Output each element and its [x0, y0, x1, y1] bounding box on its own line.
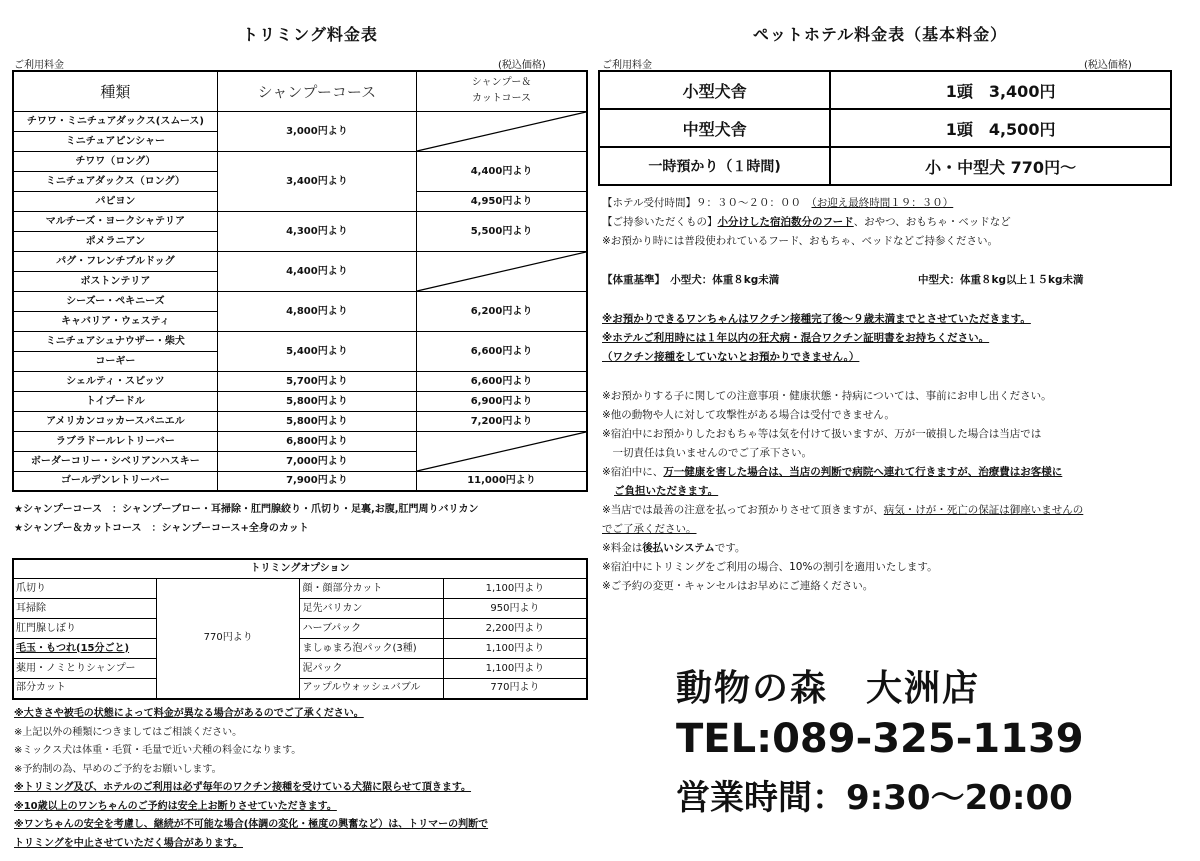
cut-price: 4,950円より [417, 191, 587, 211]
breed-cell: チワワ（ロング） [13, 151, 217, 171]
options-title: トリミングオプション [13, 559, 587, 579]
cut-empty-cell [417, 251, 587, 291]
option-price: 950円より [443, 599, 587, 619]
hotel-notes [602, 387, 1182, 596]
hotel-weight-line: 【体重基準】 小型犬：体重８kg未満 中型犬：体重８kg以上１５kg未満 [602, 274, 1084, 286]
cut-price: 6,600円より [417, 331, 587, 371]
shampoo-price: 5,800円より [217, 391, 416, 411]
breed-cell: キャバリア・ウェスティ [13, 311, 217, 331]
hotel-price-table [598, 70, 1172, 186]
cut-price: 6,900円より [417, 391, 587, 411]
breed-cell: ミニチュアダックス（ロング） [13, 171, 217, 191]
breed-cell: ボーダーコリー・シベリアンハスキー [13, 451, 217, 471]
course-notes [14, 500, 478, 538]
breed-cell: ミニチュアシュナウザー・柴犬 [13, 331, 217, 351]
option-price: 1,100円より [443, 639, 587, 659]
hotel-rule: ※ホテルご利用時には１年以内の狂犬病・混合ワクチン証明書をお持ちください。 [602, 332, 990, 344]
cut-price: 6,600円より [417, 371, 587, 391]
option-price: 1,100円より [443, 659, 587, 679]
trim-title: トリミング料金表 [242, 25, 378, 44]
note-line: ※10歳以上のワンちゃんのご予約は安全上お断りさせていただきます。 [14, 800, 337, 812]
hotel-health-note: ※宿泊中に、万一健康を害した場合は、当店の判断で病院へ連れて行きますが、治療費はお客様に [602, 466, 1063, 478]
cut-price: 6,200円より [417, 291, 587, 331]
hotel-rule: ※お預かりできるワンちゃんはワクチン接種完了後～９歳未満までとさせていただきます。 [602, 313, 1031, 325]
breed-cell: ラブラドールレトリーバー [13, 431, 217, 451]
hotel-care-note: ※当店では最善の注意を払ってお預かりさせて頂きますが、病気・けが・死亡の保証は御座いませんの [602, 504, 1084, 516]
breed-cell: コーギー [13, 351, 217, 371]
shampoo-price: 4,800円より [217, 291, 416, 331]
breed-cell: シェルティ・スピッツ [13, 371, 217, 391]
hotel-pay-note: ※料金は後払いシステムです。 [602, 542, 746, 554]
breed-cell: アメリカンコッカースパニエル [13, 411, 217, 431]
option-item: 爪切り [13, 579, 156, 599]
cut-price: 4,400円より [417, 151, 587, 191]
hotel-health-note-cont: ご負担いただきます。 [614, 485, 719, 497]
note-line: ※トリミング及び、ホテルのご利用は必ず毎年のワクチン接種を受けている犬猫に限らせて頂きます。 [14, 782, 472, 793]
shampoo-price: 4,400円より [217, 251, 416, 291]
hotel-note: ※他の動物や人に対して攻撃性がある場合は受付できません。 [602, 409, 895, 421]
breed-cell: パピヨン [13, 191, 217, 211]
hotel-bring-note: ※お預かり時には普段使われているフード、おもちゃ、ベッドなどご持参ください。 [602, 235, 999, 247]
breed-cell: ゴールデンレトリーバー [13, 471, 217, 491]
hotel-title: ペットホテル料金表（基本料金） [752, 25, 1008, 44]
option-item: ましゅまろ泡パック(3種) [300, 639, 443, 659]
option-item: 足先バリカン [300, 599, 443, 619]
breed-cell: トイプードル [13, 391, 217, 411]
options-table [12, 558, 588, 700]
header-shampoo: シャンプーコース [217, 71, 416, 111]
option-item: ハーブパック [300, 619, 443, 639]
cut-empty-cell [417, 111, 587, 151]
hotel-price: 1頭 4,500円 [830, 109, 1171, 147]
shampoo-price: 6,800円より [217, 431, 416, 451]
hotel-bring-line: 【ご持参いただくもの】小分けした宿泊数分のフード、おやつ、おもちゃ・ベッドなど [602, 216, 1011, 228]
cut-empty-cell [417, 431, 587, 471]
hotel-usage-label: ご利用料金 [602, 60, 652, 71]
option-item: 耳掃除 [13, 599, 156, 619]
breed-cell: チワワ・ミニチュアダックス(スムース) [13, 111, 217, 131]
hotel-hours-line: 【ホテル受付時間】９：３０～２０：００ （お迎え最終時間１９：３０） [602, 197, 954, 209]
shampoo-price: 7,900円より [217, 471, 416, 491]
note-line: トリミングを中止させていただく場合があります。 [14, 837, 243, 849]
trim-notes [14, 705, 488, 853]
option-price: 770円より [443, 679, 587, 699]
shampoo-price: 5,700円より [217, 371, 416, 391]
cut-price: 11,000円より [417, 471, 587, 491]
note-line: ※上記以外の種類につきましてはご相談ください。 [14, 726, 243, 738]
hotel-rules [602, 310, 1182, 367]
option-price: 1,100円より [443, 579, 587, 599]
hotel-rule: （ワクチン接種をしていないとお預かりできません。） [602, 351, 860, 363]
shop-tel: TEL:089-325-1139 [676, 716, 1084, 762]
header-cut: シャンプー＆ カットコース [417, 71, 587, 111]
note-line: ※予約制の為、早めのご予約をお願いします。 [14, 763, 222, 775]
breed-cell: ポメラニアン [13, 231, 217, 251]
breed-cell: ミニチュアピンシャー [13, 131, 217, 151]
option-item: アップルウォッシュバブル [300, 679, 443, 699]
cut-price: 7,200円より [417, 411, 587, 431]
note-line: ※大きさや被毛の状態によって料金が異なる場合があるのでご了承ください。 [14, 708, 364, 719]
hotel-note: ※お預かりする子に関しての注意事項・健康状態・持病については、事前にお申し出ください。 [602, 390, 1052, 402]
breed-cell: ボストンテリア [13, 271, 217, 291]
course-note: ★シャンプー＆カットコース ：シャンプーコース+全身のカット [14, 523, 309, 534]
breed-cell: パグ・フレンチブルドッグ [13, 251, 217, 271]
shop-name: 動物の森 大洲店 [676, 668, 981, 709]
hotel-discount-note: ※宿泊中にトリミングをご利用の場合、10%の割引を適用いたします。 [602, 561, 938, 573]
trim-usage-label: ご利用料金 [14, 60, 64, 71]
breed-cell: シーズー・ペキニーズ [13, 291, 217, 311]
breed-cell: マルチーズ・ヨークシャテリア [13, 211, 217, 231]
shampoo-price: 3,000円より [217, 111, 416, 151]
cut-price: 5,500円より [417, 211, 587, 251]
option-item: 薬用・ノミとりシャンプー [13, 659, 156, 679]
hotel-note: 一切責任は負いませんのでご了承下さい。 [602, 447, 812, 459]
header-kind: 種類 [13, 71, 217, 111]
option-item: 泥パック [300, 659, 443, 679]
course-note: ★シャンプーコース ：シャンプーブロー・耳掃除・肛門腺絞り・爪切り・足裏,お腹,肛門周りバリカン [14, 504, 479, 515]
shop-hours: 営業時間：9:30～20:00 [676, 778, 1073, 818]
hotel-info [602, 194, 1182, 596]
option-item: 顔・顔部分カット [300, 579, 443, 599]
hotel-room: 小型犬舎 [599, 71, 830, 109]
option-item: 部分カット [13, 679, 156, 699]
shampoo-price: 5,800円より [217, 411, 416, 431]
hotel-price: 小・中型犬 770円～ [830, 147, 1171, 185]
hotel-price: 1頭 3,400円 [830, 71, 1171, 109]
option-common-price: 770円より [156, 579, 299, 699]
option-item: 肛門腺しぼり [13, 619, 156, 639]
hotel-room: 中型犬舎 [599, 109, 830, 147]
option-price: 2,200円より [443, 619, 587, 639]
shampoo-price: 4,300円より [217, 211, 416, 251]
hotel-care-note-cont: でご了承ください。 [602, 523, 697, 535]
shampoo-price: 5,400円より [217, 331, 416, 371]
option-item: 毛玉・もつれ(15分ごと) [13, 639, 156, 659]
shampoo-price: 7,000円より [217, 451, 416, 471]
note-line: ※ミックス犬は体重・毛質・毛量で近い犬種の料金になります。 [14, 745, 302, 756]
note-line: ※ワンちゃんの安全を考慮し、継続が不可能な場合(体調の変化・極度の興奮など）は、トリマーの判断で [14, 819, 489, 830]
trim-tax-label: (税込価格) [498, 60, 546, 71]
hotel-note: ※宿泊中にお預かりしたおもちゃ等は気を付けて扱いますが、万が一破損した場合は当店では [602, 428, 1042, 440]
hotel-change-note: ※ご予約の変更・キャンセルはお早めにご連絡ください。 [602, 580, 874, 592]
trim-price-table [12, 70, 588, 492]
shampoo-price: 3,400円より [217, 151, 416, 211]
hotel-tax-label: (税込価格) [1084, 60, 1132, 71]
hotel-room: 一時預かり（１時間) [599, 147, 830, 185]
